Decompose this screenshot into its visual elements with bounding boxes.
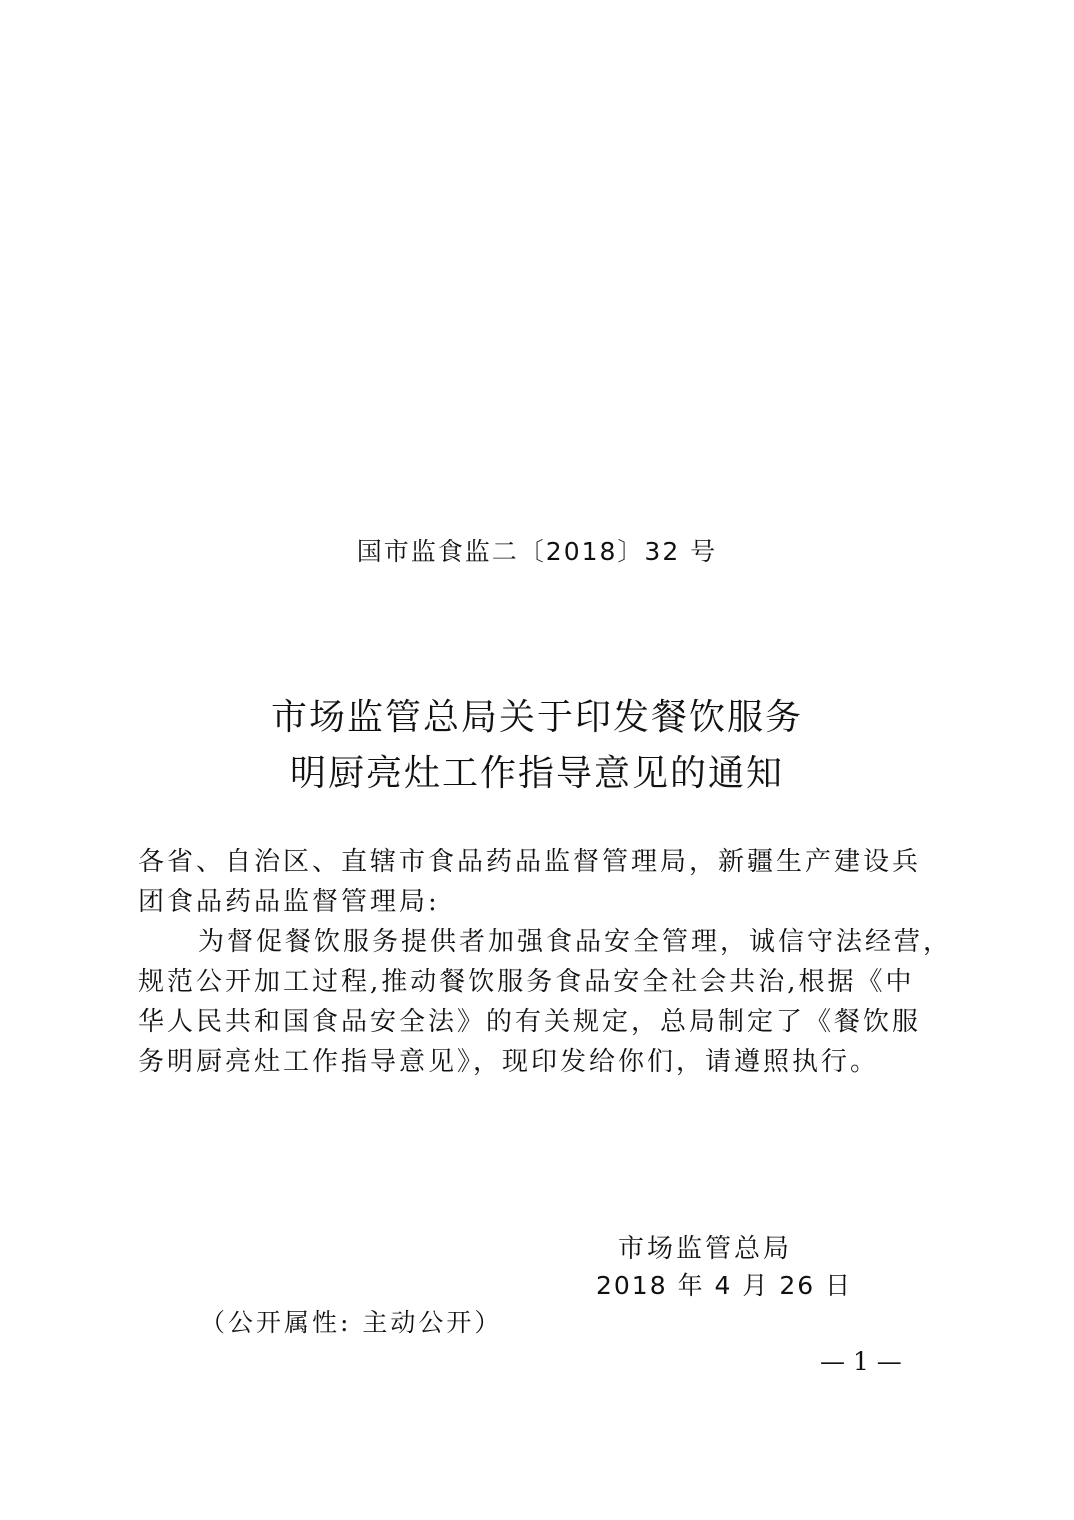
addressee-line-2: 团食品药品监督管理局:	[138, 887, 440, 917]
body-paragraph	[138, 922, 958, 1082]
body-line-4: 务明厨亮灶工作指导意见》，现印发给你们，请遵照执行。	[138, 1047, 880, 1077]
body-line-3: 华人民共和国食品安全法》的有关规定，总局制定了《餐饮服	[138, 1007, 922, 1037]
issuer-signature: 市场监管总局	[618, 1234, 793, 1264]
disclosure-attribute: （公开属性: 主动公开）	[200, 1308, 503, 1337]
addressee	[138, 842, 958, 922]
document-number: 国市监食监二〔2018〕32 号	[356, 537, 718, 566]
title-line-2: 明厨亮灶工作指导意见的通知	[289, 753, 784, 794]
body-line-1: 为督促餐饮服务提供者加强食品安全管理，诚信守法经营，	[198, 927, 953, 957]
addressee-line-1: 各省、自治区、直辖市食品药品监督管理局，新疆生产建设兵	[138, 847, 922, 877]
page-number: — 1 —	[820, 1347, 902, 1376]
issue-date: 2018 年 4 月 26 日	[596, 1271, 853, 1300]
body-line-2: 规范公开加工过程,推动餐饮服务食品安全社会共治,根据《中	[138, 967, 915, 997]
document-title	[0, 690, 1074, 802]
title-line-1: 市场监管总局关于印发餐饮服务	[270, 697, 803, 738]
